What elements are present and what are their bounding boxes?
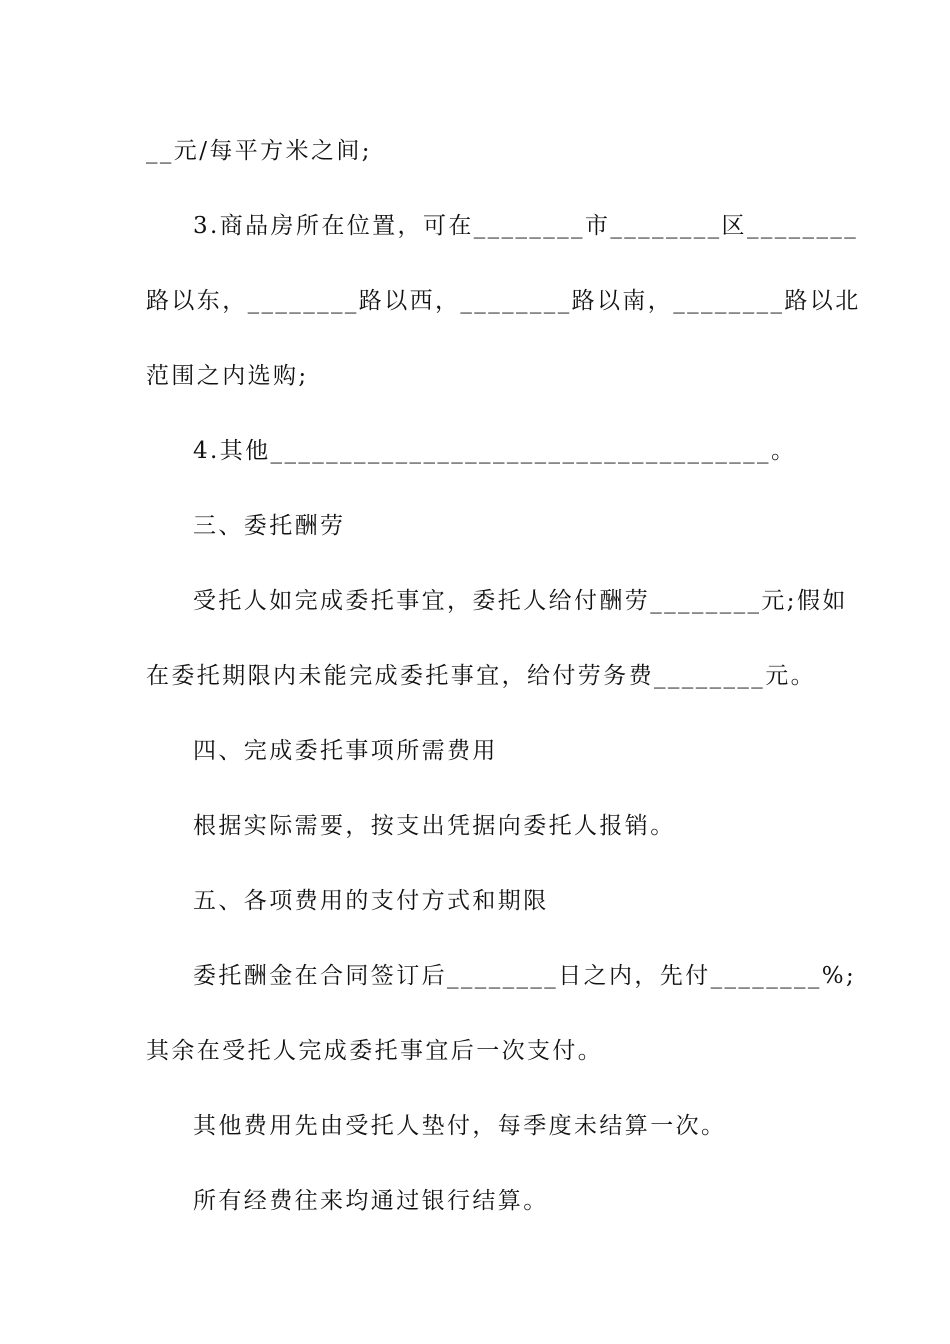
text-line-payment-1: 委托酬金在合同签订后________日之内，先付________%; xyxy=(193,963,857,989)
text-line-price-unit: __元/每平方米之间; xyxy=(146,138,372,164)
section-heading-5: 五、各项费用的支付方式和期限 xyxy=(193,888,549,914)
text-line-item-3-location: 3.商品房所在位置，可在________市________区________ xyxy=(193,213,859,239)
text-line-payment-2: 其余在受托人完成委托事宜后一次支付。 xyxy=(146,1038,604,1064)
text-line-purchase-range: 范围之内选购; xyxy=(146,363,309,389)
text-line-commission-1: 受托人如完成委托事宜，委托人给付酬劳________元;假如 xyxy=(193,588,848,614)
section-heading-3: 三、委托酬劳 xyxy=(193,513,346,539)
text-line-reimbursement: 根据实际需要，按支出凭据向委托人报销。 xyxy=(193,813,676,839)
text-line-item-4-other: 4.其他____________________________________。 xyxy=(193,438,797,464)
text-line-other-expenses: 其他费用先由受托人垫付，每季度未结算一次。 xyxy=(193,1113,727,1139)
text-line-road-boundaries: 路以东，________路以西，________路以南，________路以北 xyxy=(146,288,861,314)
text-line-commission-2: 在委托期限内未能完成委托事宜，给付劳务费________元。 xyxy=(146,663,816,689)
text-line-bank-settlement: 所有经费往来均通过银行结算。 xyxy=(193,1188,549,1214)
section-heading-4: 四、完成委托事项所需费用 xyxy=(193,738,498,764)
